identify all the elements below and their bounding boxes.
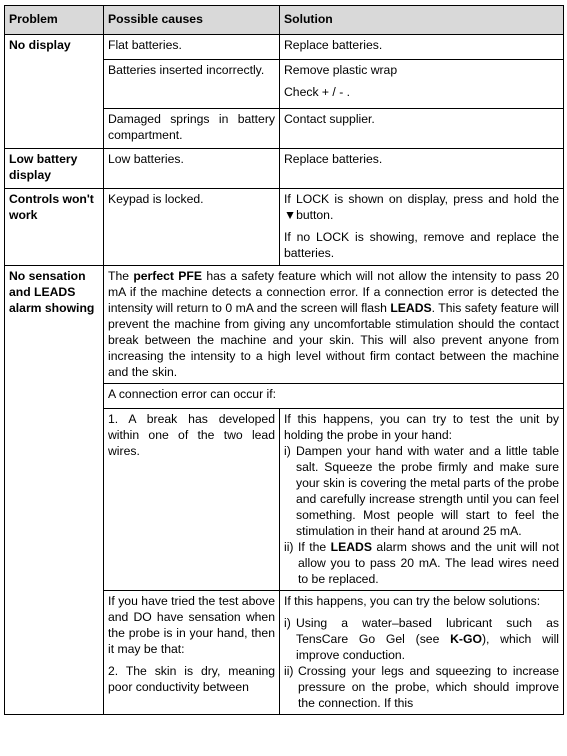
- cause-text: If you have tried the test above and DO have sensation when the probe is in your hand, then it may be that:: [108, 594, 275, 656]
- solution-cell: [280, 189, 564, 266]
- explanation-cell: [104, 266, 564, 384]
- solution-line: If LOCK is shown on display, press and hold the ▼button.: [284, 192, 559, 222]
- cause-cell: Keypad is locked.: [104, 189, 280, 266]
- error-intro: A connection error can occur if:: [104, 384, 564, 409]
- solution-line: Remove plastic wrap: [284, 63, 398, 77]
- safety-feature-text: The perfect PFE has a safety feature which will not allow the intensity to pass 20 mA if the machine detects a connection error. If a connection error is detected the intensity will return to 0 mA and the screen will flash LEADS. This safety feature will prevent the machine from giving any uncomfortable stimulation should the contact break between the machine and your skin. This will also prevent anyone from increasing the intensity to a high level without firm contact between the machine and the skin.: [108, 269, 559, 379]
- list-item: ii) If the LEADS alarm shows and the unit will not allow you to pass 20 mA. The lead wires need to be replaced.: [284, 540, 559, 586]
- problem-no-sensation: No sensation and LEADS alarm showing: [5, 266, 104, 715]
- table-row: [5, 149, 564, 189]
- problem-low-battery: Low battery display: [5, 149, 104, 189]
- cause-text: 2. The skin is dry, meaning poor conductivity between: [108, 664, 275, 694]
- solution-intro: If this happens, you can try the below solutions:: [284, 594, 541, 608]
- list-item: i) Dampen your hand with water and a little table salt. Squeeze the probe firmly and make sure your skin is covering the metal parts of the probe and carefully increase strength until you can feel something. Most people will start to feel the stimulation in their hand at around 25 mA.: [284, 444, 559, 538]
- cause-cell: Low batteries.: [104, 149, 280, 189]
- solution-cell: Contact supplier.: [280, 109, 564, 149]
- cause-cell: Batteries inserted incorrectly.: [104, 60, 280, 109]
- problem-no-display: No display: [5, 35, 104, 149]
- table-row: [5, 189, 564, 266]
- list-item: ii) Crossing your legs and squeezing to increase pressure on the probe, which should improve the connection. If this: [284, 664, 559, 710]
- table-row: [5, 35, 564, 60]
- cause-cell: Flat batteries.: [104, 35, 280, 60]
- table-row: [5, 266, 564, 384]
- list-item: i) Using a water–based lubricant such as TensCare Go Gel (see K-GO), which will improve conduction.: [284, 616, 559, 662]
- solution-line: Check + / - .: [284, 85, 351, 99]
- solution-cell: [280, 591, 564, 715]
- solution-cell: [280, 409, 564, 591]
- header-problem: Problem: [5, 6, 104, 35]
- problem-controls: Controls won't work: [5, 189, 104, 266]
- cause-cell: 1. A break has developed within one of the two lead wires.: [104, 409, 280, 591]
- solution-cell: [280, 60, 564, 109]
- solution-intro: If this happens, you can try to test the unit by holding the probe in your hand:: [284, 412, 559, 442]
- cause-cell: [104, 591, 280, 715]
- table-header-row: [5, 6, 564, 35]
- cause-cell: Damaged springs in battery compartment.: [104, 109, 280, 149]
- header-solution: Solution: [280, 6, 564, 35]
- down-arrow-icon: ▼: [284, 208, 297, 222]
- solution-cell: Replace batteries.: [280, 149, 564, 189]
- header-possible-causes: Possible causes: [104, 6, 280, 35]
- troubleshooting-table: [4, 5, 564, 715]
- solution-line: If no LOCK is showing, remove and replace the batteries.: [284, 230, 559, 260]
- solution-cell: Replace batteries.: [280, 35, 564, 60]
